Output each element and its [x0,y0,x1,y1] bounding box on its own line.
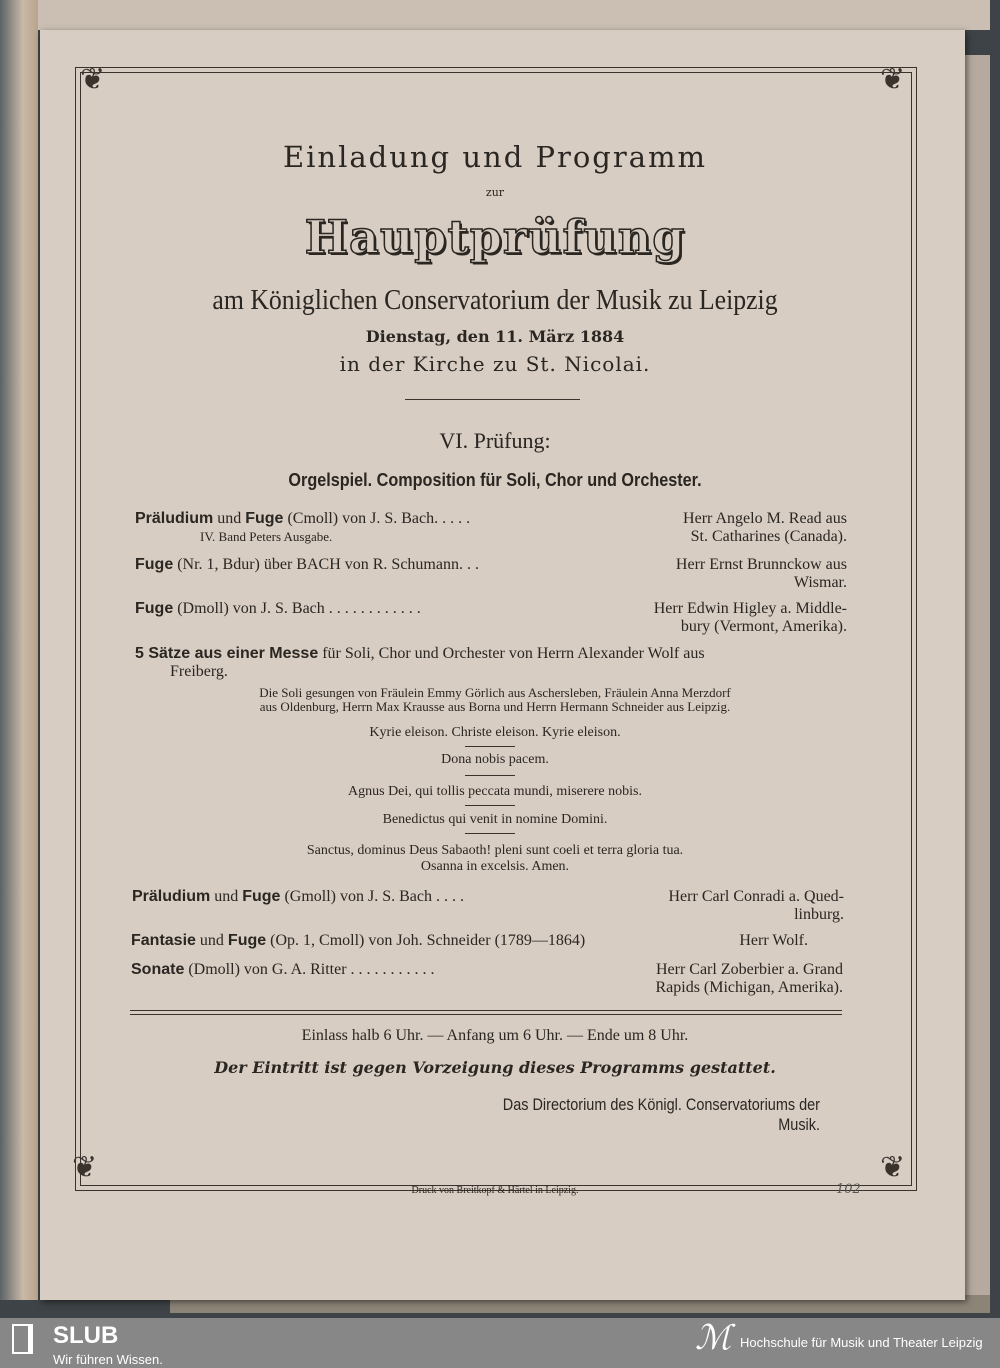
date: Dienstag, den 11. März 1884 [365,327,625,346]
program-subtitle: Orgelspiel. Composition für Soli, Chor und Orchester. [288,470,702,490]
program-item: Fantasie und Fuge (Op. 1, Cmoll) von Joh. Schneider (1789—1864) Herr Wolf. [131,932,808,949]
mass-part: Agnus Dei, qui tollis peccata mundi, miserere nobis. [348,784,642,799]
divider [130,1014,842,1015]
signature: Das Directorium des Königl. Conservatoriums der Musik. [502,1095,820,1134]
slub-logo-icon [12,1324,33,1354]
footer-bar [0,1318,1000,1368]
page-number: 102 [836,1182,861,1197]
main-title: Hauptprüfung [304,210,686,264]
title-line: Einladung und Programm [282,140,708,174]
divider [130,1010,842,1011]
book-spine [0,0,38,1300]
exam-number: VI. Prüfung: [439,428,551,453]
divider [465,805,515,806]
corner-ornament-icon: ❦ [72,1150,98,1185]
mass-part: Kyrie eleison. Christe eleison. Kyrie eleison. [369,725,621,740]
mass-part: Benedictus qui venit in nomine Domini. [382,812,608,827]
divider [465,833,515,834]
program-item: Präludium und Fuge (Gmoll) von J. S. Bach . . . . Herr Carl Conradi a. Qued- linburg. [132,888,844,923]
corner-ornament-icon: ❦ [880,62,906,97]
mass-part: Dona nobis pacem. [441,752,549,767]
printer: Druck von Breitkopf & Härtel in Leipzig. [411,1185,579,1196]
institution: am Königlichen Conservatorium der Musik zu Leipzig [212,285,778,316]
slub-slogan: Wir führen Wissen. [53,1352,163,1367]
zur: zur [485,186,505,199]
corner-ornament-icon: ❦ [80,62,106,97]
page-edge [965,55,990,1305]
times: Einlass halb 6 Uhr. — Anfang um 6 Uhr. — Ende um 8 Uhr. [301,1027,689,1044]
corner-ornament-icon: ❦ [880,1150,906,1185]
program-item: Präludium und Fuge (Cmoll) von J. S. Bach. . . . . IV. Band Peters Ausgabe. Herr Angelo M. Read aus St. Catharines (Canada). [135,510,847,545]
divider [465,775,515,776]
mass-part: Osanna in excelsis. Amen. [420,859,570,874]
divider [465,746,515,747]
hmt-name[interactable]: Hochschule für Musik und Theater Leipzig [740,1335,983,1350]
divider [405,399,580,400]
soli-note: Die Soli gesungen von Fräulein Emmy Görlich aus Aschersleben, Fräulein Anna Merzdorf aus Oldenburg, Herrn Max Krausse aus Borna und Herrn Hermann Schneider aus Leipzig. [259,685,731,714]
hmt-logo-icon: ℳ [695,1318,732,1358]
mass-part: Sanctus, dominus Deus Sabaoth! pleni sunt coeli et terra gloria tua. [306,843,684,858]
program-item: 5 Sätze aus einer Messe für Soli, Chor und Orchester von Herrn Alexander Wolf aus Freiberg. [135,645,705,680]
slub-name[interactable]: SLUB [53,1322,119,1349]
program-item: Fuge (Dmoll) von J. S. Bach . . . . . . . . . . . . Herr Edwin Higley a. Middle- bury (Vermont, Amerika). [135,600,847,635]
underlying-page [30,0,990,30]
program-item: Sonate (Dmoll) von G. A. Ritter . . . . . . . . . . . Herr Carl Zoberbier a. Grand Rapids (Michigan, Amerika). [131,961,843,996]
admission: Der Eintritt ist gegen Vorzeigung dieses Programms gestattet. [214,1058,776,1077]
venue: in der Kirche zu St. Nicolai. [339,352,651,376]
program-item: Fuge (Nr. 1, Bdur) über BACH von R. Schumann. . . Herr Ernst Brunnckow aus Wismar. [135,556,847,591]
